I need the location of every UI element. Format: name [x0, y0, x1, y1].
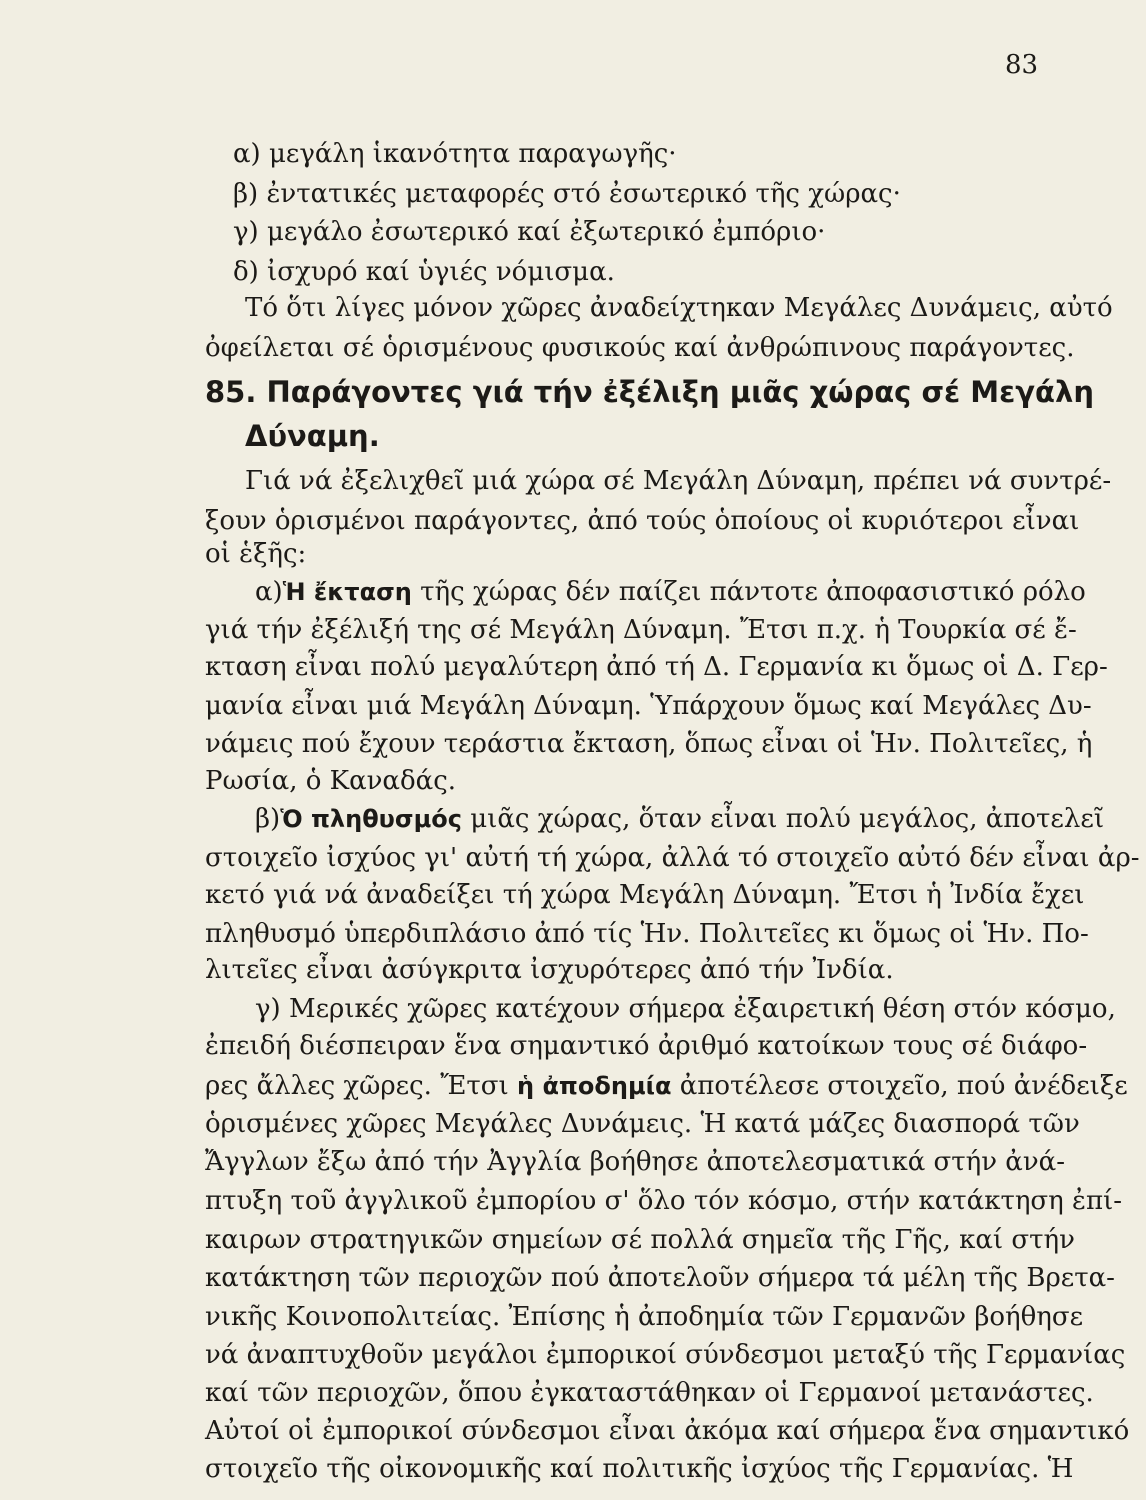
paragraph-line: ἐπειδή διέσπειραν ἕνα σημαντικό ἀριθμό κατοίκων τους σέ διάφο-: [205, 1031, 1088, 1061]
paragraph-line: Τό ὅτι λίγες μόνον χῶρες ἀναδείχτηκαν Μεγάλες Δυνάμεις, αὐτό: [245, 293, 1113, 323]
list-item: α) μεγάλη ἱκανότητα παραγωγῆς·: [233, 139, 677, 169]
bold-term: ἡ ἀποδημία: [517, 1072, 672, 1100]
paragraph-line: ὀφείλεται σέ ὁρισμένους φυσικούς καί ἀνθρώπινους παράγοντες.: [205, 333, 1075, 363]
bold-term: Ἡ ἔκταση: [282, 578, 412, 606]
paragraph-line: καί τῶν περιοχῶν, ὅπου ἐγκαταστάθηκαν οἱ Γερμανοί μετανάστες.: [205, 1378, 1094, 1408]
paragraph-line: πληθυσμό ὑπερδιπλάσιο ἀπό τίς Ἡν. Πολιτεῖες κι ὅμως οἱ Ἡν. Πο-: [205, 919, 1089, 949]
paragraph-line: νά ἀναπτυχθοῦν μεγάλοι ἐμπορικοί σύνδεσμοι μεταξύ τῆς Γερμανίας: [205, 1340, 1126, 1370]
line-text: τῆς χώρας δέν παίζει πάντοτε ἀποφασιστικό ρόλο: [411, 577, 1086, 607]
paragraph-line: κταση εἶναι πολύ μεγαλύτερη ἀπό τή Δ. Γερμανία κι ὅμως οἱ Δ. Γερ-: [205, 652, 1108, 682]
paragraph-line: μανία εἶναι μιά Μεγάλη Δύναμη. Ὑπάρχουν ὅμως καί Μεγάλες Δυ-: [205, 691, 1092, 721]
paragraph-line: κατάκτηση τῶν περιοχῶν πού ἀποτελοῦν σήμερα τά μέλη τῆς Βρετα-: [205, 1263, 1115, 1293]
line-text: ἀποτέλεσε στοιχεῖο, πού ἀνέδειξε: [671, 1071, 1128, 1101]
item-marker: α): [255, 577, 283, 607]
bold-term: Ὁ πληθυσμός: [280, 805, 462, 833]
paragraph-line: [255, 576, 1086, 608]
line-text: μιᾶς χώρας, ὅταν εἶναι πολύ μεγάλος, ἀποτελεῖ: [461, 804, 1105, 834]
paragraph-line: στοιχεῖο τῆς οἰκονομικῆς καί πολιτικῆς ἰσχύος τῆς Γερμανίας. Ἡ: [205, 1454, 1074, 1484]
paragraph-line: στοιχεῖο ἰσχύος γι' αὐτή τή χώρα, ἀλλά τό στοιχεῖο αὐτό δέν εἶναι ἀρ-: [205, 843, 1140, 873]
paragraph-line: ξουν ὁρισμένοι παράγοντες, ἀπό τούς ὁποίους οἱ κυριότεροι εἶναι: [205, 506, 1080, 536]
paragraph-line: νάμεις πού ἔχουν τεράστια ἔκταση, ὅπως εἶναι οἱ Ἡν. Πολιτεῖες, ἡ: [205, 729, 1093, 759]
paragraph-line: λιτεῖες εἶναι ἀσύγκριτα ἰσχυρότερες ἀπό τήν Ἰνδία.: [205, 955, 894, 985]
paragraph-line: πτυξη τοῦ ἀγγλικοῦ ἐμπορίου σ' ὅλο τόν κόσμο, στήν κατάκτηση ἐπί-: [205, 1186, 1123, 1216]
paragraph-line: Αὐτοί οἱ ἐμπορικοί σύνδεσμοι εἶναι ἀκόμα καί σήμερα ἕνα σημαντικό: [205, 1416, 1130, 1446]
paragraph-line: [205, 1070, 1128, 1102]
paragraph-line: καιρων στρατηγικῶν σημείων σέ πολλά σημεῖα τῆς Γῆς, καί στήν: [205, 1225, 1075, 1255]
section-heading: 85. Παράγοντες γιά τήν ἐξέλιξη μιᾶς χώρας σέ Μεγάλη: [205, 375, 1094, 409]
page-number: 83: [1005, 50, 1039, 80]
paragraph-line: νικῆς Κοινοπολιτείας. Ἐπίσης ἡ ἀποδημία τῶν Γερμανῶν βοήθησε: [205, 1302, 1084, 1332]
paragraph-line: κετό γιά νά ἀναδείξει τή χώρα Μεγάλη Δύναμη. Ἔτσι ἡ Ἰνδία ἔχει: [205, 880, 1085, 910]
paragraph-line: γ) Μερικές χῶρες κατέχουν σήμερα ἐξαιρετική θέση στόν κόσμο,: [255, 994, 1116, 1024]
list-item: γ) μεγάλο ἐσωτερικό καί ἐξωτερικό ἐμπόριο·: [233, 217, 826, 247]
line-text: ρες ἄλλες χῶρες. Ἔτσι: [205, 1071, 517, 1101]
item-marker: β): [255, 804, 281, 834]
paragraph-line: Ρωσία, ὁ Καναδάς.: [205, 766, 457, 796]
paragraph-line: ὁρισμένες χῶρες Μεγάλες Δυνάμεις. Ἡ κατά μάζες διασπορά τῶν: [205, 1109, 1080, 1139]
paragraph-line: γιά τήν ἐξέλιξή της σέ Μεγάλη Δύναμη. Ἔτσι π.χ. ἡ Τουρκία σέ ἔ-: [205, 615, 1077, 645]
paragraph-line: [255, 803, 1104, 835]
section-heading: Δύναμη.: [245, 419, 380, 453]
paragraph-line: οἱ ἑξῆς:: [205, 539, 307, 569]
list-item: δ) ἰσχυρό καί ὑγιές νόμισμα.: [233, 257, 615, 287]
paragraph-line: Γιά νά ἐξελιχθεῖ μιά χώρα σέ Μεγάλη Δύναμη, πρέπει νά συντρέ-: [245, 466, 1112, 496]
list-item: β) ἐντατικές μεταφορές στό ἐσωτερικό τῆς χώρας·: [233, 179, 901, 209]
paragraph-line: Ἄγγλων ἔξω ἀπό τήν Ἀγγλία βοήθησε ἀποτελεσματικά στήν ἀνά-: [205, 1147, 1066, 1177]
